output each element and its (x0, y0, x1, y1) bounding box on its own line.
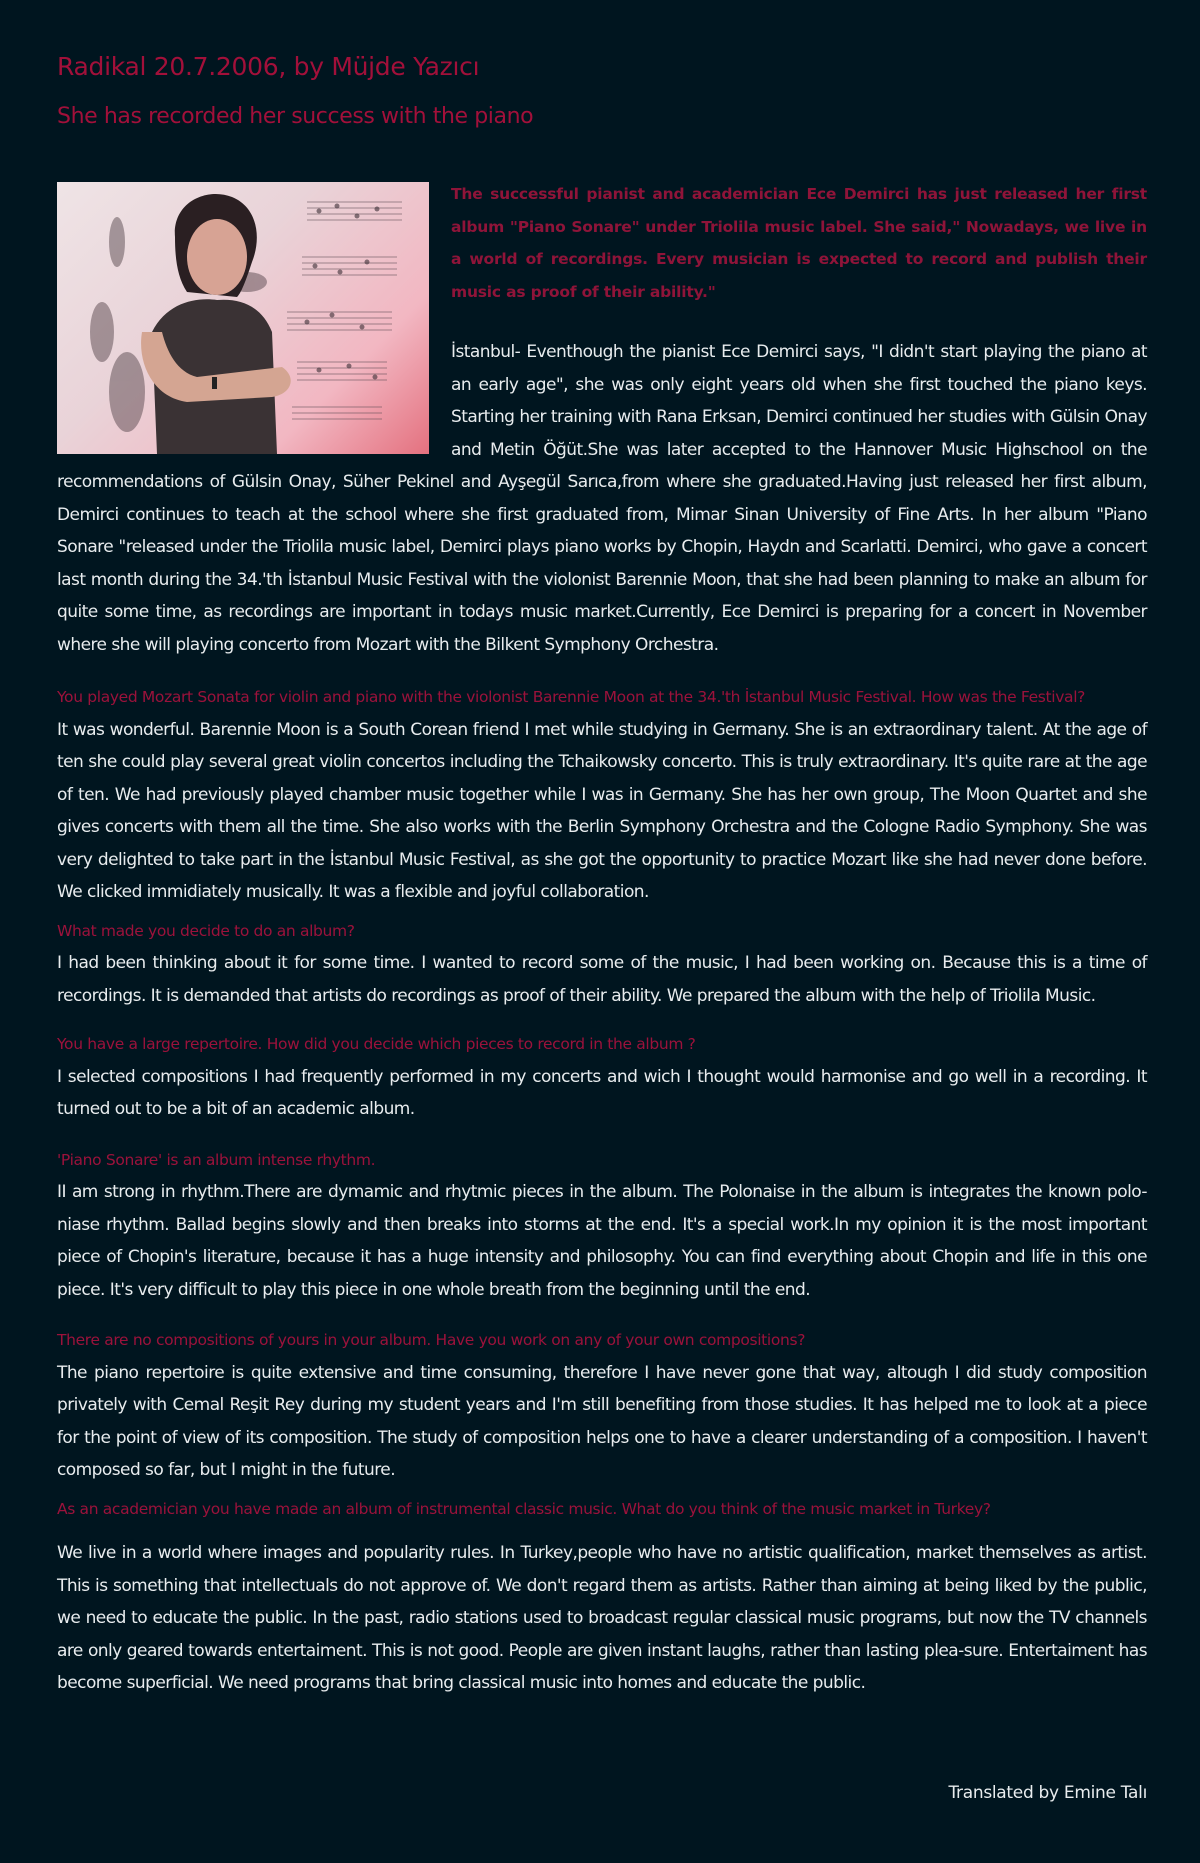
qa-item (57, 681, 1147, 909)
interview-question: As an academician you have made an album of instrumental classic music. What do you think of the music market in Turkey? (57, 1499, 991, 1518)
article-source-title: Radikal 20.7.2006, by Müjde Yazıcı (57, 52, 480, 81)
article-lead-paragraph: İstanbul- Eventhough the pianist Ece Demirci says, "I didn't start playing the piano at an early age", she was only eight years old when she first touched the piano keys. Starting her training with Rana Erksan, Demirci continued her studies with Gülsin Onay and Metin Öğüt.She was later accepted to the Hannover Music Highschool on the recommendations of Gülsin Onay, Süher Pekinel and Ayşegül Sarıca,from where she graduated.Having just released her first album, Demirci continues to teach at the school where she first graduated from, Mimar Sinan University of Fine Arts. In her album "Piano Sonare "released under the Triolila music label, Demirci plays piano works by Chopin, Haydn and Scarlatti. Demirci, who gave a concert last month during the 34.'th İstanbul Music Festival with the violonist Barennie Moon, that she had been planning to make an album for quite some time, as recordings are important in todays music market.Currently, Ece Demirci is preparing for a concert in November where she will playing concerto from Mozart with the Bilkent Symphony Orchestra. (57, 342, 1147, 655)
qa-item (57, 1493, 1147, 1700)
interview-question: You have a large repertoire. How did you decide which pieces to record in the album ? (57, 1035, 696, 1053)
qa-item (57, 1028, 1147, 1126)
article-headline: She has recorded her success with the piano (57, 104, 534, 129)
article-body (57, 178, 1147, 1700)
interview-answer: I selected compositions I had frequently performed in my concerts and wich I thought would harmonise and go well in a recording. It turned out to be a bit of an academic album. (57, 1066, 1147, 1119)
interview-question: You played Mozart Sonata for violin and piano with the violonist Barennie Moon at the 34.'th İstanbul Music Festival. How was the Festival? (57, 688, 1086, 706)
article-intro: The successful pianist and academician Ece Demirci has just released her first album "Piano Sonare" under Triolila music label. She said," Nowadays, we live in a world of recordings. Every musician is expected to record and publish their music as proof of their ability." (451, 185, 1147, 301)
translator-credit: Translated by Emine Talı (948, 1783, 1147, 1803)
qa-item (57, 1324, 1147, 1487)
interview-answer: I had been thinking about it for some time. I wanted to record some of the music, I had been working on. Because this is a time of recordings. It is demanded that artists do recordings as proof of their ability. We prepared the album with the help of Triolila Music. (57, 953, 1147, 1006)
qa-item (57, 1144, 1147, 1307)
interview-question: There are no compositions of yours in your album. Have you work on any of your own compositions? (57, 1331, 806, 1349)
interview-answer: The piano repertoire is quite extensive and time consuming, therefore I have never gone that way, altough I did study composition privately with Cemal Reşit Rey during my student years and I'm still benefiting from those studies. It has helped me to look at a piece for the point of view of its composition. The study of composition helps one to have a clearer understanding of a composition. I haven't composed so far, but I might in the future. (57, 1362, 1147, 1480)
qa-item (57, 915, 1147, 1013)
interview-answer: II am strong in rhythm.There are dymamic and rhytmic pieces in the album. The Polonaise in the album is integrates the known polo-niase rhythm. Ballad begins slowly and then breaks into storms at the end. It's a special work.In my opinion it is the most important piece of Chopin's literature, because it has a huge intensity and philosophy. You can find everything about Chopin and life in this one piece. It's very difficult to play this piece in one whole breath from the beginning until the end. (57, 1182, 1147, 1300)
pianist-photo-illustration (57, 182, 429, 454)
interview-answer: We live in a world where images and popularity rules. In Turkey,people who have no artistic qualification, market themselves as artist. This is something that intellectuals do not approve of. We don't regard them as artists. Rather than aiming at being liked by the public, we need to educate the public. In the past, radio stations used to broadcast regular classical music programs, but now the TV channels are only geared towards entertaiment. This is not good. People are given instant laughs, rather than lasting plea-sure. Entertaiment has become superficial. We need programs that bring classical music into homes and educate the public. (57, 1543, 1147, 1693)
interview-answer: It was wonderful. Barennie Moon is a South Corean friend I met while studying in Germany. She is an extraordinary talent. At the age of ten she could play several great violin concertos including the Tchaikowsky concerto. This is truly extraordinary. It's quite rare at the age of ten. We had previously played chamber music together while I was in Germany. She has her own group, The Moon Quartet and she gives concerts with them all the time. She also works with the Berlin Symphony Orchestra and the Cologne Radio Symphony. She was very delighted to take part in the İstanbul Music Festival, as she got the opportunity to practice Mozart like she had never done before. We clicked immidiately musically. It was a flexible and joyful collaboration. (57, 719, 1147, 902)
interview-question: What made you decide to do an album? (57, 921, 355, 940)
pianist-photo (57, 182, 429, 454)
interview-question: 'Piano Sonare' is an album intense rhythm. (57, 1150, 376, 1169)
